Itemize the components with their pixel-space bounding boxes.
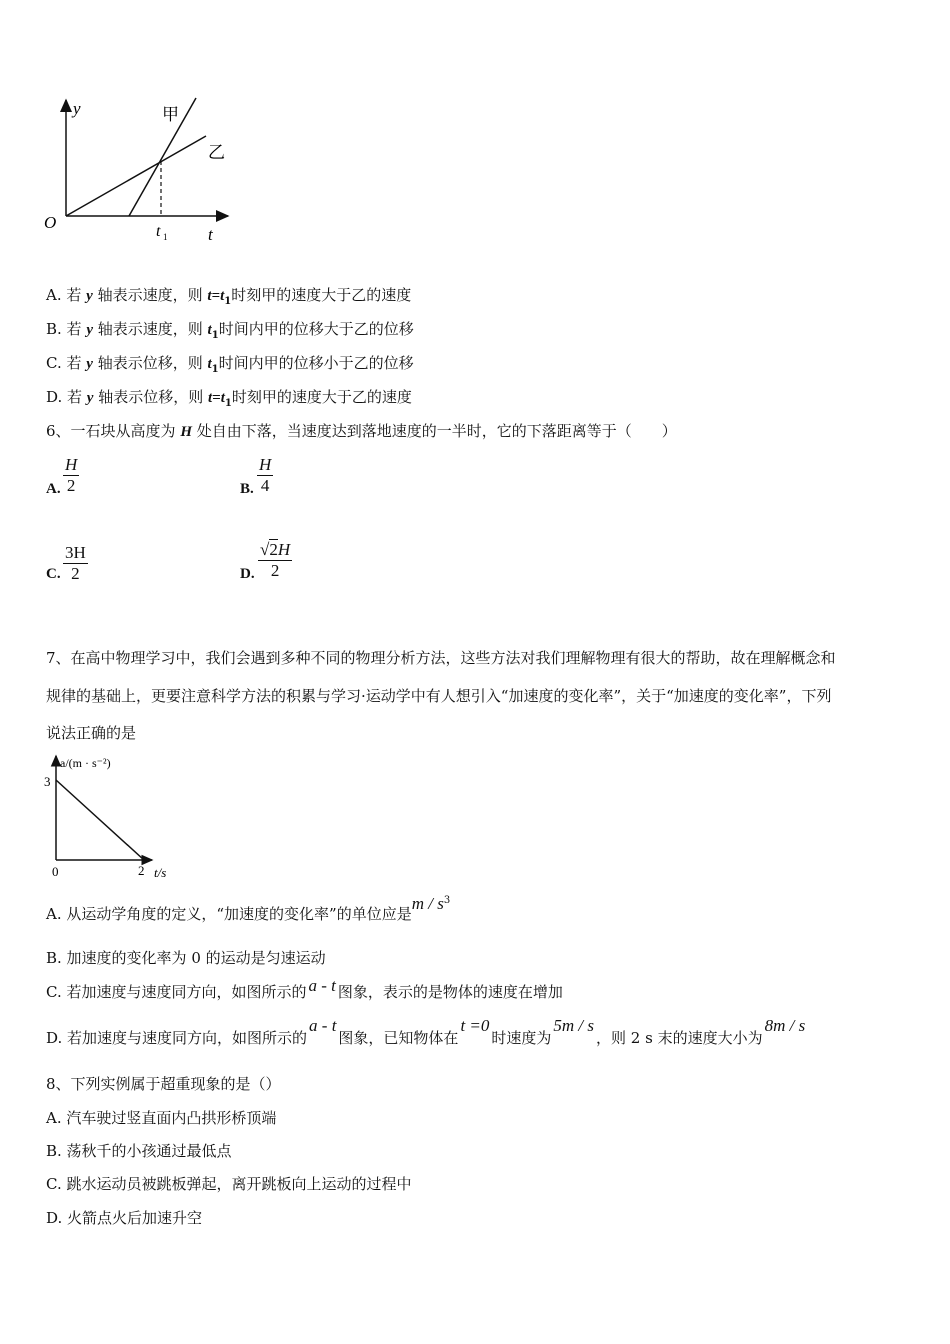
q5-option-b[interactable]: B. 若 y 轴表示速度，则 $t_1$时间内甲的位移大于乙的位移: [46, 320, 414, 341]
q5-option-c[interactable]: C. 若 y 轴表示位移，则 $t_1$时间内甲的位移小于乙的位移: [46, 354, 414, 375]
t1-sub-label: 1: [163, 232, 168, 242]
t1-label: t: [156, 223, 161, 240]
q6-option-a-fraction[interactable]: $\frac{H}{2}$: [65, 455, 78, 495]
q5-option-a[interactable]: A. 若 y 轴表示速度，则 $t=t_1$时刻甲的速度大于乙的速度: [46, 286, 412, 307]
graph-a-t: [40, 750, 190, 885]
graph-jia-yi: [40, 92, 240, 252]
q6-option-d-label[interactable]: D.: [240, 566, 255, 582]
y-axis-label: y: [73, 99, 81, 118]
q6-option-c-fraction[interactable]: $\frac{3H}{2}$: [65, 543, 86, 583]
q8-option-b[interactable]: B. 荡秋千的小孩通过最低点: [46, 1142, 232, 1160]
q7-stem-line3: 说法正确的是: [46, 724, 137, 742]
t-axis-label: t: [208, 225, 213, 244]
yi-label: 乙: [208, 143, 225, 162]
q6-option-d-fraction[interactable]: $\frac{√2H}{2}$: [260, 540, 291, 580]
q7-stem-line1: 7、在高中物理学习中，我们会遇到多种不同的物理分析方法，这些方法对我们理解物理有很大的帮助，故在理解概念和: [46, 649, 836, 667]
q6-option-a-label[interactable]: A.: [46, 481, 61, 497]
q6-option-b-fraction[interactable]: $\frac{H}{4}$: [259, 455, 272, 495]
q8-option-c[interactable]: C. 跳水运动员被跳板弹起，离开跳板向上运动的过程中: [46, 1175, 412, 1193]
q8-option-a[interactable]: A. 汽车驶过竖直面内凸拱形桥顶端: [46, 1109, 277, 1127]
t-axis-label: t/s: [154, 865, 167, 880]
q7-option-a[interactable]: A. 从运动学角度的定义，“加速度的变化率”的单位应是m / $s^3$: [46, 894, 451, 923]
origin-label: O: [44, 213, 57, 232]
q8-stem: 8、下列实例属于超重现象的是（）: [46, 1075, 281, 1093]
jia-label: 甲: [162, 105, 179, 124]
q6-option-c-label[interactable]: C.: [46, 566, 61, 582]
sqrt-icon: √: [260, 540, 270, 559]
x-tick-2: 2: [138, 863, 145, 878]
q7-option-d[interactable]: D. 若加速度与速度同方向，如图所示的a - t图象，已知物体在t =0时速度为5m / s，则 2 s 末的速度大小为8m / s: [46, 1016, 806, 1047]
a-axis-label: a/(m · s⁻²): [60, 756, 111, 770]
series-line: [56, 780, 144, 860]
q7-option-b[interactable]: B. 加速度的变化率为 0 的运动是匀速运动: [46, 949, 326, 967]
y-tick-3: 3: [44, 774, 51, 789]
q6-option-b-label[interactable]: B.: [240, 481, 254, 497]
q7-option-c[interactable]: C. 若加速度与速度同方向，如图所示的 a - t 图象，表示的是物体的速度在增加: [46, 976, 563, 1001]
origin-label: 0: [52, 864, 59, 879]
q8-option-d[interactable]: D. 火箭点火后加速升空: [46, 1209, 203, 1227]
q7-stem-line2: 规律的基础上，更要注意科学方法的积累与学习·运动学中有人想引入“加速度的变化率”，关于“加速度的变化率”，下列: [46, 687, 832, 705]
q6-stem: 6、一石块从高度为 H 处自由下落，当速度达到落地速度的一半时，它的下落距离等于（ ）: [46, 422, 677, 440]
q5-option-d[interactable]: D. 若 y 轴表示位移，则 $t=t_1$时刻甲的速度大于乙的速度: [46, 388, 412, 409]
